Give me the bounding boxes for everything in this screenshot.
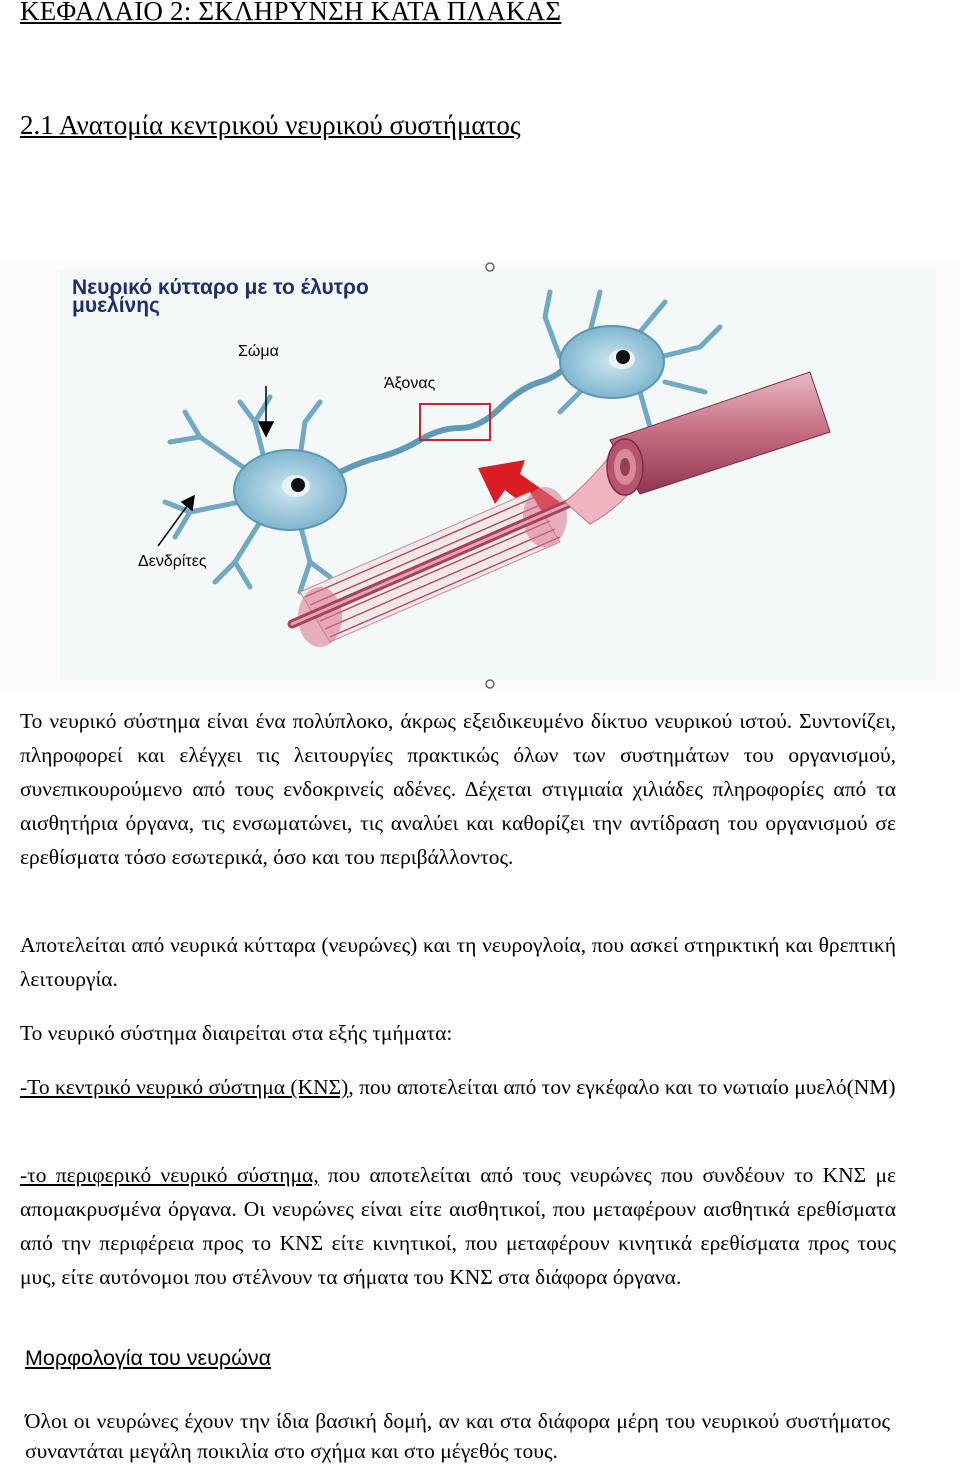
paragraph-division: Το νευρικό σύστημα διαιρείται στα εξής τμήματα:	[20, 1021, 453, 1045]
label-axon: Άξονας	[384, 375, 436, 392]
paragraph-composition: Αποτελείται από νευρικά κύτταρα (νευρώνες) και τη νευρογλοία, που ασκεί στηρικτική και θρεπτική λειτουργία.	[20, 933, 896, 991]
neuron-illustration	[0, 262, 960, 690]
left-neuron-nucleolus	[291, 478, 305, 492]
figure-title-line1: Νευρικό κύτταρο με το έλυτρο	[72, 276, 369, 299]
morphology-title: Μορφολογία του νευρώνα	[25, 1346, 272, 1370]
chapter-title: ΚΕΦΑΛΑΙΟ 2: ΣΚΛΗΡΥΝΣΗ ΚΑΤΑ ΠΛΑΚΑΣ	[20, 0, 562, 26]
neuron-figure	[0, 262, 960, 690]
pns-term: -το περιφερικό νευρικό σύστημα,	[20, 1163, 319, 1187]
section-title: 2.1 Ανατομία κεντρικού νευρικού συστήματος	[20, 110, 521, 140]
paragraph-cns	[20, 1070, 896, 1104]
cns-description: , που αποτελείται από τον εγκέφαλο και το νωτιαίο μυελό(ΝΜ)	[348, 1075, 896, 1099]
paragraph-pns	[20, 1158, 896, 1294]
figure-title-line2: μυελίνης	[72, 294, 160, 317]
paragraph-intro: Το νευρικό σύστημα είναι ένα πολύπλοκο, άκρως εξειδικευμένο δίκτυο νευρικού ιστού. Συντονίζει, πληροφορεί και ελέγχει τις λειτουργίες πρακτικώς όλων των συστημάτων του οργανισμού, συνεπικουρούμενο από τους ενδοκρινείς αδένες. Δέχεται στιγμιαία χιλιάδες πληροφορίες από τα αισθητήρια όργανα, τις ενσωματώνει, τις αναλύει και καθορίζει την αντίδραση του οργανισμού σε ερεθίσματα τόσο εσωτερικά, όσο και του περιβάλλοντος.	[20, 709, 896, 869]
pns-description: που αποτελείται από τους νευρώνες που συνδέουν το ΚΝΣ με απομακρυσμένα όργανα. Οι νευρώνες είναι είτε αισθητικοί, που μεταφέρουν αισθητικά ερεθίσματα από την περιφέρεια προς το ΚΝΣ είτε κινητικοί, που μεταφέρουν κινητικά ερεθίσματα προς τους μυς, είτε αυτόνομοι που στέλνουν τα σήματα του ΚΝΣ στα διάφορα όργανα.	[20, 1163, 896, 1289]
right-neuron-nucleolus	[616, 350, 630, 364]
label-dendrites: Δενδρίτες	[138, 553, 207, 570]
cns-term: -Το κεντρικό νευρικό σύστημα (ΚΝΣ)	[20, 1075, 349, 1099]
paragraph-morphology: Όλοι οι νευρώνες έχουν την ίδια βασική δομή, αν και στα διάφορα μέρη του νευρικού συστήματος συναντάται μεγάλη ποικιλία στο σχήμα και στο μέγεθός τους.	[25, 1409, 890, 1463]
label-body: Σώμα	[238, 343, 279, 360]
